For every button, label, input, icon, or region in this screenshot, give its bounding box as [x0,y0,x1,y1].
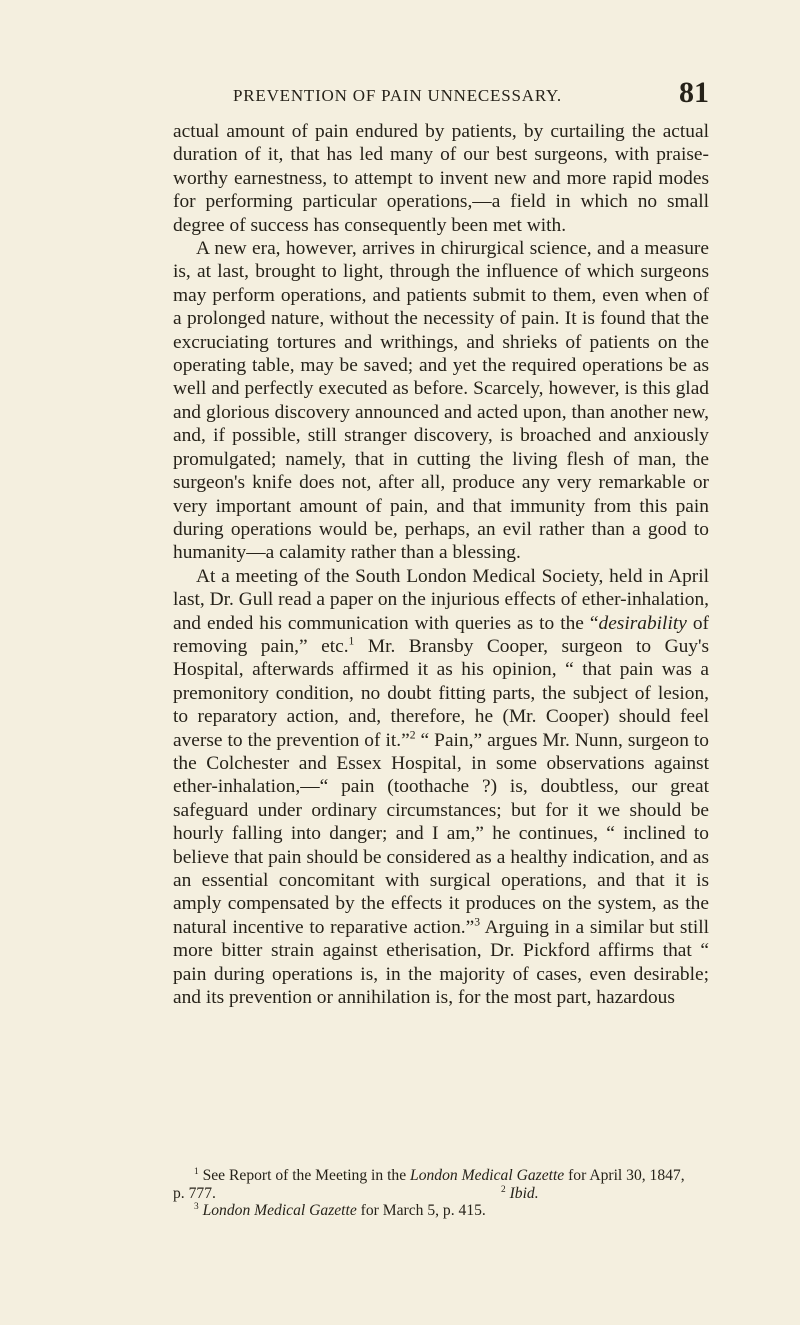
paragraph-3-text-e: Arguing in a similar but still more bitter strain against etherisation, Dr. Pickford affirms that “ pain during operations is, in the majority of cases, even desirable; and its prevention or annihilation is, for the most part, hazardous [173,916,709,1009]
paragraph-3-text-b: of removing pain,” etc. [173,612,709,657]
paragraph-3-text-d: “ Pain,” argues Mr. Nunn, surgeon to the Colchester and Essex Hospital, in some observations against ether-inhalation,—“ pain (toothache ?) is, doubtless, our great safeguard under ordinary circumstances; but for it we should be hourly falling into danger; and I am,” he continues, “ inclined to believe that pain should be considered as a healthy indication, and as an essential concomitant with surgical operations, and that it is amply compensated by the effects it produces on the system, as the natural incentive to reparative action.” [173,729,709,938]
footnote-3-text: for March 5, p. 415. [356,1202,486,1219]
footnotes [173,1167,709,1220]
footnote-1-text-b: for April 30, 1847, [564,1167,685,1184]
footnote-ref-3: 3 [474,915,481,929]
footnote-1 [173,1167,709,1185]
footnote-3-mark: 3 [194,1201,199,1212]
paragraph-3-text-c: Mr. Bransby Cooper, surgeon to Guy's Hospital, afterwards affirmed it as his opinion, “ that pain was a premonitory condition, no doubt fitting parts, the subject of lesion, to reparatory action, and, therefore, he (Mr. Cooper) should feel averse to the prevention of it.” [173,635,709,751]
footnote-ref-1: 1 [348,634,355,648]
paragraph-3 [173,565,709,1010]
footnote-2-mark: 2 [501,1184,506,1195]
footnote-1-text-c: p. 777. [173,1184,216,1202]
footnote-1-text-a: See Report of the Meeting in the [198,1167,411,1184]
running-title: PREVENTION OF PAIN UNNECESSARY. [233,86,562,105]
page-number: 81 [679,76,709,109]
paragraph-1: actual amount of pain endured by patients, by curtailing the actual duration of it, that has led many of our best surgeons, with praiseworthy earnestness, to attempt to invent new and more rapid modes for performing particular operations,—a field in which no small degree of success has consequently been met with. [173,121,709,236]
footnote-3 [173,1202,709,1220]
footnote-1-2-line [173,1185,709,1203]
running-head [173,74,709,108]
emphasis-desirability: desirability [598,612,687,634]
footnote-2 [501,1185,539,1203]
footnote-2-text: Ibid. [505,1184,539,1202]
paragraph-2: A new era, however, arrives in chirurgical science, and a measure is, at last, brought to light, through the influence of which surgeons may perform operations, and patients submit to them, even when of a prolonged nature, without the necessity of pain. It is found that the excruciating tortures and writhings, and shrieks of patients on the operating table, may be saved; and yet the required operations be as well and perfectly executed as before. Scarcely, however, is this glad and glorious discovery announced and acted upon, than another new, and, if possible, still stranger discovery, is broached and anxiously promulgated; namely, that in cutting the living flesh of man, the surgeon's knife does not, after all, produce any very remarkable or very important amount of pain, and that immunity from this pain during operations would be, perhaps, an evil rather than a good to humanity—a calamity rather than a blessing. [173,238,709,564]
footnote-ref-2: 2 [409,728,416,742]
footnote-1-mark: 1 [194,1166,199,1177]
paragraph-3-text-a: At a meeting of the South London Medical Society, held in April last, Dr. Gull read a paper on the injurious effects of ether-inhalation, and ended his communication with queries as to the “ [173,565,709,634]
body-text [173,120,709,1009]
footnote-3-journal: London Medical Gazette [198,1202,357,1219]
footnote-1-journal: London Medical Gazette [410,1167,565,1184]
